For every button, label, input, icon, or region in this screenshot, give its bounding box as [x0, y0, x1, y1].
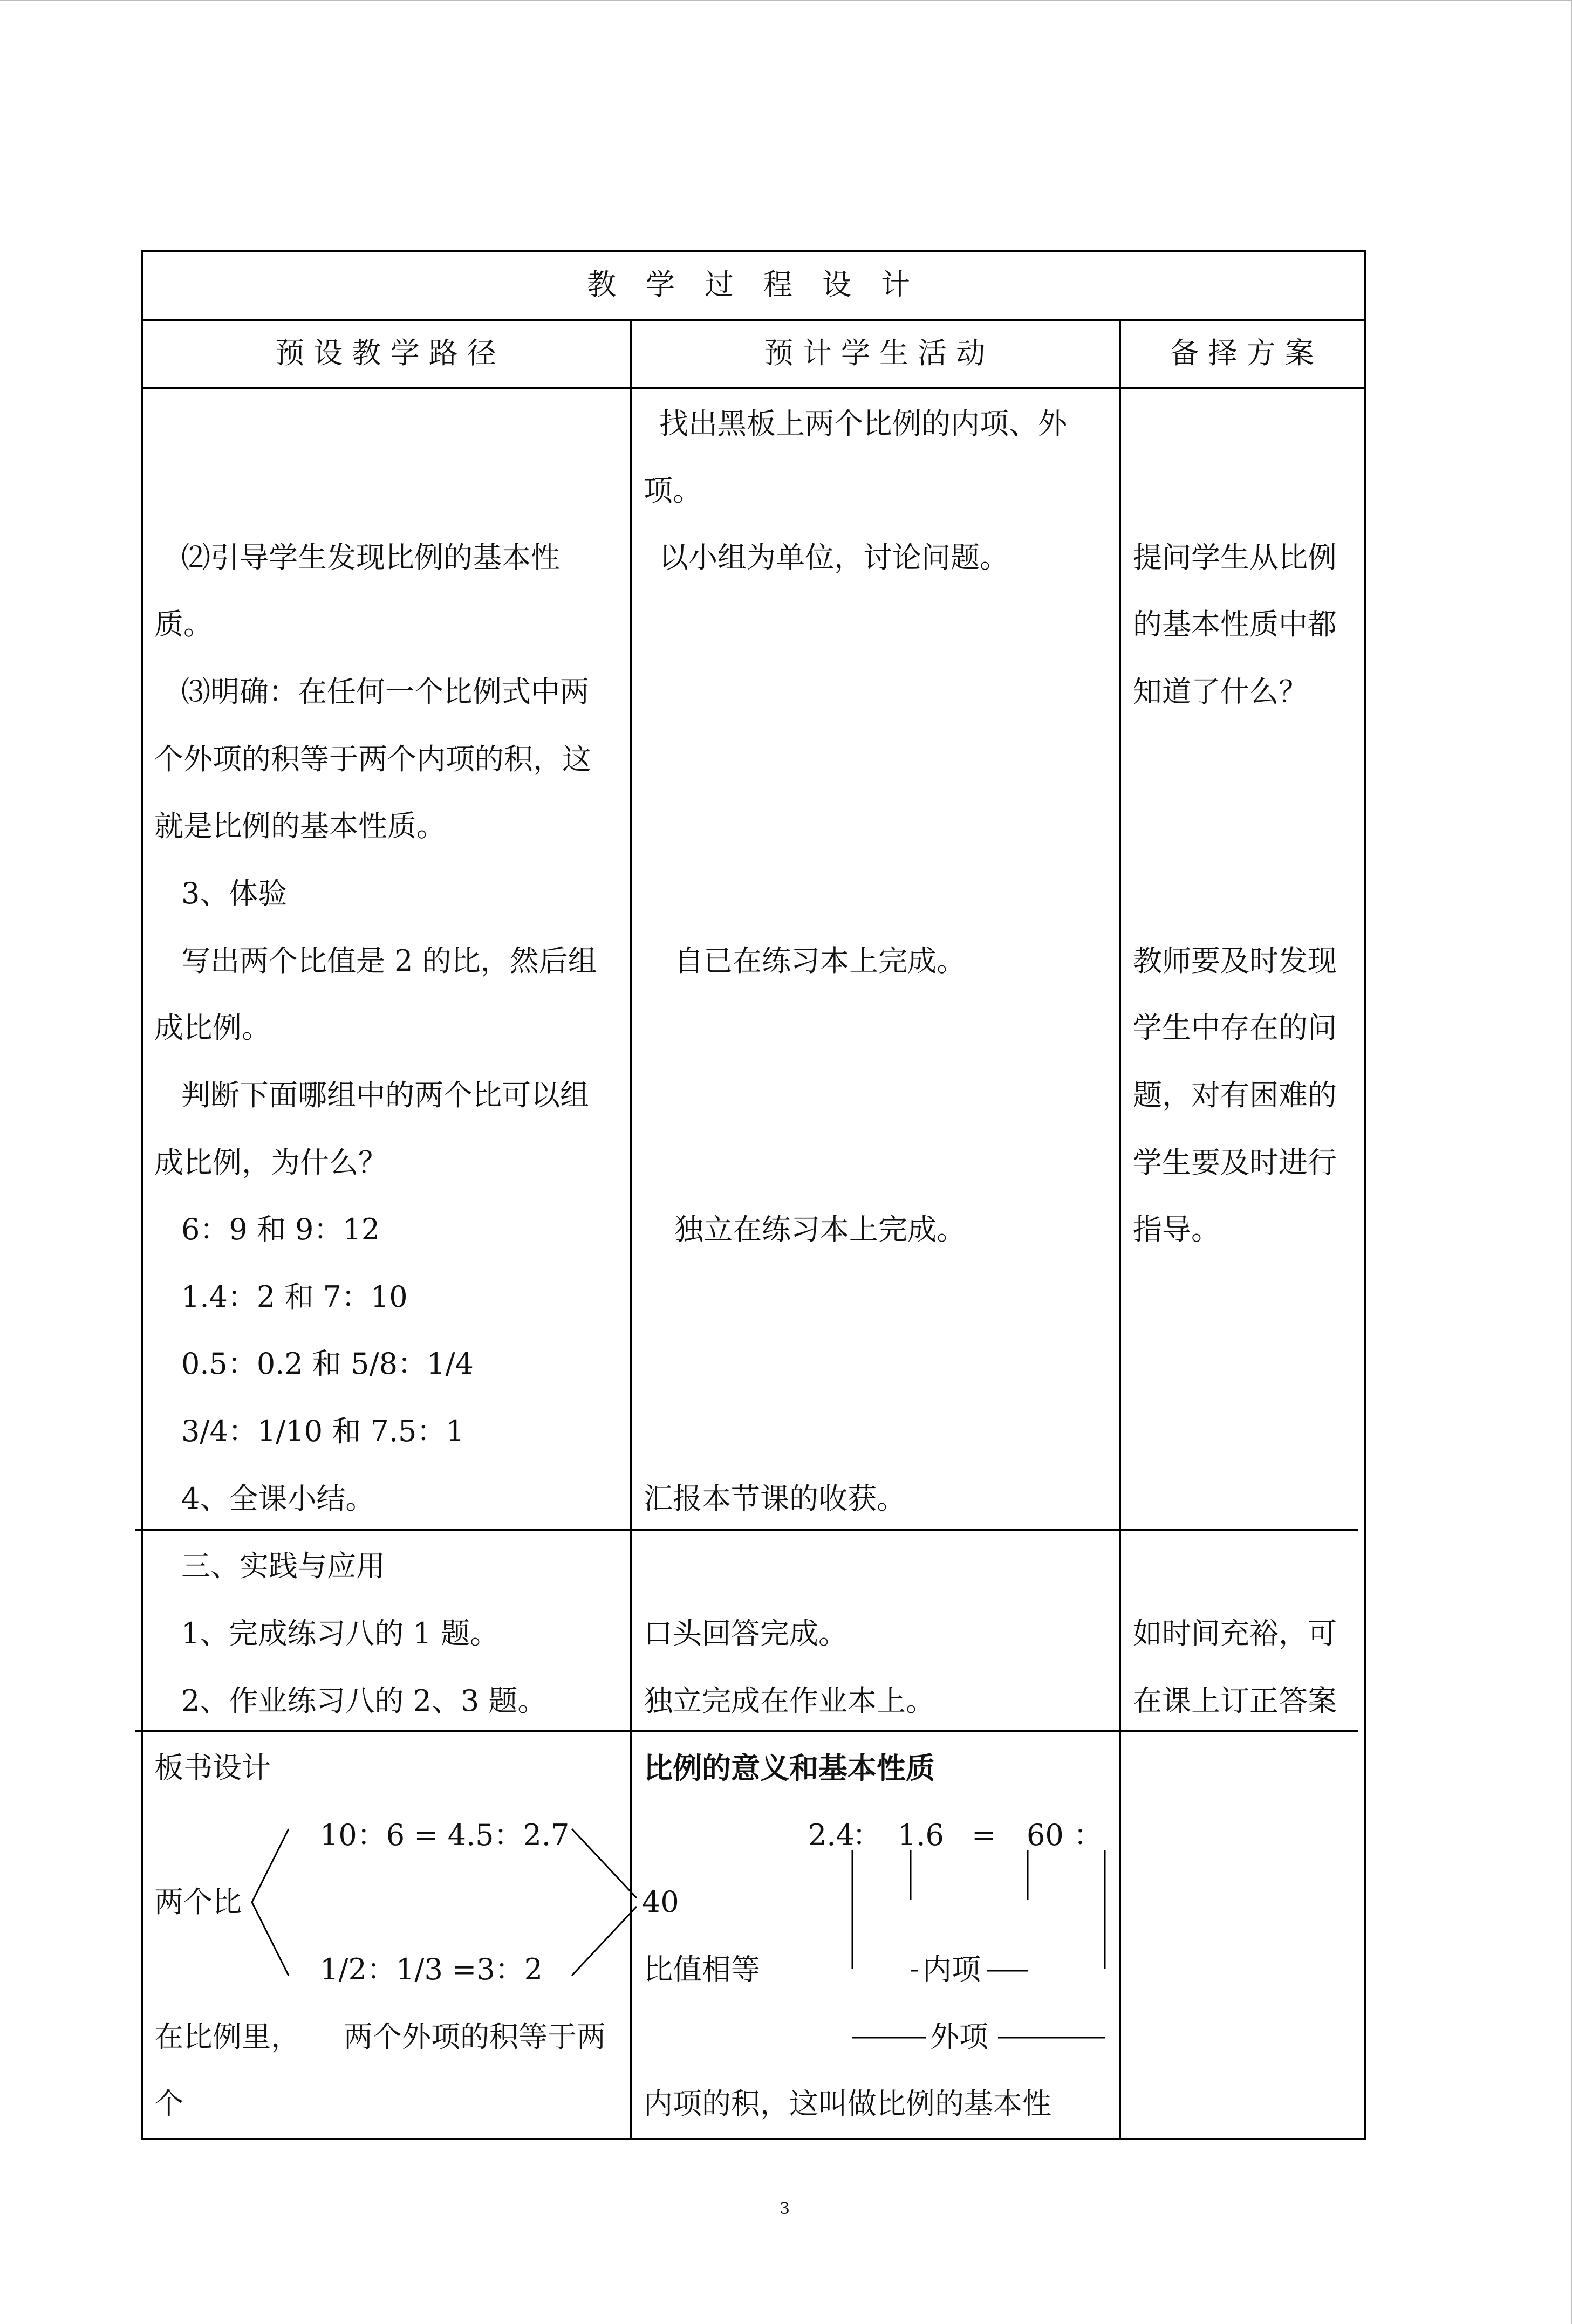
- outer-terms-label: 外项: [928, 2021, 990, 2053]
- board-two-ratios: 两个比: [154, 1885, 242, 1919]
- middle-line: 项。: [644, 474, 702, 508]
- board-design-label: 板书设计: [154, 1751, 271, 1785]
- board-ratio-1: 10：6 = 4.5：2.7: [320, 1818, 570, 1852]
- right-line: 学生中存在的问: [1133, 1011, 1337, 1045]
- left-line: ⑶明确：在任何一个比例式中两: [181, 675, 589, 709]
- header-alternative-plan: 备 择 方 案: [1170, 336, 1314, 370]
- practice-alternative: 在课上订正答案: [1133, 1684, 1337, 1718]
- proportion-term: 60: [1027, 1818, 1064, 1852]
- left-line: 3、体验: [181, 876, 288, 910]
- practice-item: 1、完成练习八的 1 题。: [181, 1616, 500, 1650]
- right-bracket-bottom: [572, 1907, 637, 1976]
- left-line: 成比例。: [154, 1011, 271, 1045]
- left-line: 写出两个比值是 2 的比，然后组: [181, 944, 597, 978]
- left-line: 0.5：0.2 和 5/8：1/4: [181, 1347, 474, 1381]
- right-line: 题，对有困难的: [1133, 1078, 1337, 1112]
- board-title: 比例的意义和基本性质: [644, 1751, 935, 1785]
- right-bracket-top: [572, 1829, 637, 1898]
- practice-activity: 独立完成在作业本上。: [644, 1684, 935, 1718]
- table-title: 教 学 过 程 设 计: [587, 268, 920, 301]
- right-line: 的基本性质中都: [1133, 607, 1337, 641]
- left-bracket: [252, 1829, 289, 1976]
- middle-line: 以小组为单位，讨论问题。: [659, 540, 1009, 574]
- proportion-term: 2.4: [808, 1818, 855, 1852]
- middle-line: 找出黑板上两个比例的内项、外: [659, 407, 1067, 441]
- left-line: 6：9 和 9：12: [181, 1212, 380, 1246]
- middle-line: 独立在练习本上完成。: [674, 1212, 966, 1246]
- left-line: ⑵引导学生发现比例的基本性: [181, 540, 560, 574]
- header-student-activity: 预 计 学 生 活 动: [764, 336, 986, 370]
- header-teaching-path: 预 设 教 学 路 径: [275, 336, 496, 370]
- board-ratio-2: 1/2：1/3 =3：2: [320, 1952, 543, 1986]
- board-middle-text: 内项的积，这叫做比例的基本性: [644, 2087, 1051, 2121]
- left-line: 质。: [154, 607, 213, 641]
- proportion-term: 40: [642, 1885, 679, 1919]
- right-line: 教师要及时发现: [1133, 944, 1337, 978]
- inner-terms-label: 内项: [920, 1953, 983, 1986]
- proportion-colon: ：: [852, 1818, 881, 1852]
- right-line: 知道了什么？: [1133, 675, 1308, 709]
- board-left-text: 个: [154, 2087, 183, 2121]
- middle-line: 汇报本节课的收获。: [644, 1482, 906, 1516]
- proportion-colon: ：: [1074, 1818, 1103, 1852]
- proportion-equals: =: [972, 1818, 996, 1852]
- board-left-text: 在比例里， 两个外项的积等于两: [154, 2020, 606, 2054]
- practice-alternative: 如时间充裕，可: [1133, 1616, 1337, 1650]
- left-line: 4、全课小结。: [181, 1482, 375, 1516]
- right-line: 学生要及时进行: [1133, 1146, 1337, 1180]
- left-line: 判断下面哪组中的两个比可以组: [181, 1078, 589, 1112]
- right-line: 提问学生从比例: [1133, 540, 1337, 574]
- page-number: 3: [780, 2199, 790, 2218]
- left-line: 1.4：2 和 7：10: [181, 1280, 408, 1314]
- proportion-term: 1.6: [898, 1818, 944, 1852]
- left-line: 就是比例的基本性质。: [154, 809, 446, 843]
- middle-line: 自已在练习本上完成。: [674, 944, 966, 978]
- practice-heading: 三、实践与应用: [181, 1549, 385, 1583]
- left-line: 3/4：1/10 和 7.5：1: [181, 1414, 464, 1448]
- practice-activity: 口头回答完成。: [644, 1616, 847, 1650]
- equal-ratio-label: 比值相等: [644, 1952, 760, 1986]
- right-line: 指导。: [1133, 1212, 1220, 1246]
- left-line: 个外项的积等于两个内项的积，这: [154, 742, 591, 776]
- practice-item: 2、作业练习八的 2、3 题。: [181, 1684, 547, 1718]
- left-line: 成比例，为什么？: [154, 1146, 387, 1180]
